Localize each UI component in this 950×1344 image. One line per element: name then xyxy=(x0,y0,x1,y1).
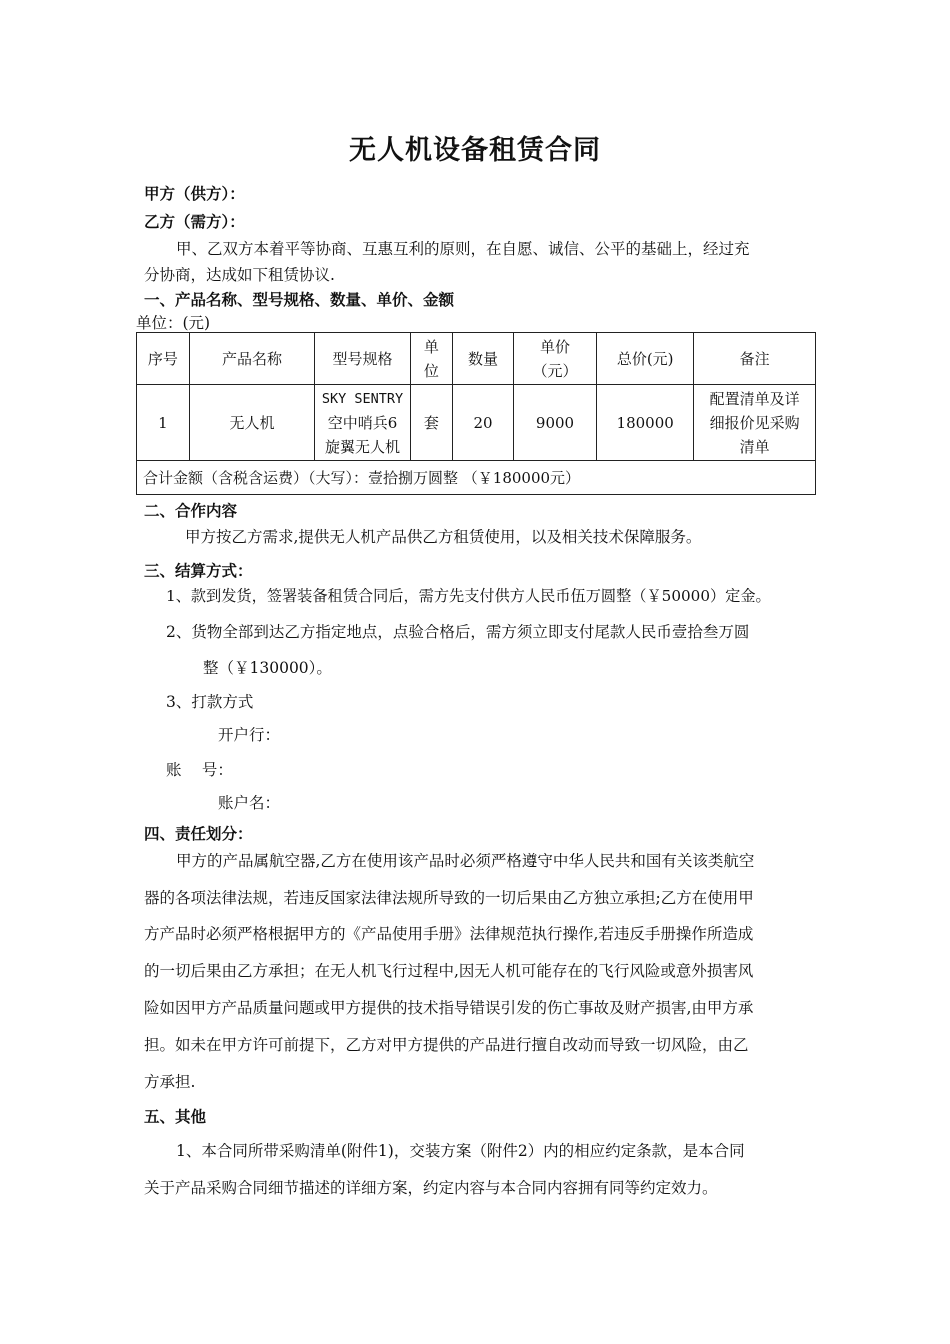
header-name: 产品名称 xyxy=(189,333,315,385)
note-line-3: 清单 xyxy=(739,437,770,456)
table-total-row xyxy=(137,461,816,495)
party-a-label: 甲方（供方）： xyxy=(144,185,245,203)
payment-item-2-line-1: 2、货物全部到达乙方指定地点，点验合格后，需方须立即支付尾款人民币壹拾叁万圆 xyxy=(166,623,750,641)
section-2-text: 甲方按乙方需求,提供无人机产品供乙方租赁使用，以及相关技术保障服务。 xyxy=(185,528,702,546)
model-zh-1: 空中哨兵6 xyxy=(327,413,398,432)
model-en: SKY SENTRY xyxy=(321,390,404,407)
section-2-heading: 二、合作内容 xyxy=(144,502,238,520)
section-1-heading: 一、产品名称、型号规格、数量、单价、金额 xyxy=(144,291,455,309)
cell-name: 无人机 xyxy=(189,385,315,461)
header-model: 型号规格 xyxy=(315,333,410,385)
unit-label: 单位：(元) xyxy=(136,314,211,332)
product-table xyxy=(136,332,816,495)
table-row xyxy=(137,385,816,461)
other-line-2: 关于产品采购合同细节描述的详细方案，约定内容与本合同内容拥有同等约定效力。 xyxy=(144,1179,718,1197)
account-label: 账 号： xyxy=(166,761,233,779)
note-line-2: 细报价见采购 xyxy=(709,413,800,432)
section-4-heading: 四、责任划分： xyxy=(144,825,253,843)
liability-line-3: 方产品时必须严格根据甲方的《产品使用手册》法律规范执行操作,若违反手册操作所造成 xyxy=(144,925,754,943)
liability-line-1: 甲方的产品属航空器,乙方在使用该产品时必须严格遵守中华人民共和国有关该类航空 xyxy=(176,852,755,870)
party-b-label: 乙方（需方）： xyxy=(144,213,245,231)
model-zh-2: 旋翼无人机 xyxy=(324,437,400,456)
payment-item-3: 3、打款方式 xyxy=(166,693,254,711)
intro-line-1: 甲、乙双方本着平等协商、互惠互利的原则，在自愿、诚信、公平的基础上，经过充 xyxy=(176,240,750,258)
liability-line-2: 器的各项法律法规，若违反国家法律法规所导致的一切后果由乙方独立承担;乙方在使用甲 xyxy=(144,889,754,907)
section-3-heading: 三、结算方式： xyxy=(144,562,253,580)
account-name-label: 账户名： xyxy=(218,794,281,812)
header-note: 备注 xyxy=(694,333,816,385)
table-header-row xyxy=(137,333,816,385)
liability-line-5: 险如因甲方产品质量问题或甲方提供的技术指导错误引发的伤亡事故及财产损害,由甲方承 xyxy=(144,999,754,1017)
header-qty: 数量 xyxy=(453,333,514,385)
cell-no: 1 xyxy=(137,385,190,461)
cell-unit: 套 xyxy=(410,385,453,461)
cell-total: 180000 xyxy=(597,385,694,461)
header-no: 序号 xyxy=(137,333,190,385)
intro-line-2: 分协商，达成如下租赁协议. xyxy=(144,266,335,284)
cell-model xyxy=(315,385,410,461)
header-unit: 单 位 xyxy=(410,333,453,385)
header-total: 总价(元) xyxy=(597,333,694,385)
liability-line-7: 方承担. xyxy=(144,1073,196,1091)
total-amount: 合计金额（含税含运费）（大写）：壹拾捌万圆整 （￥180000元） xyxy=(137,461,816,495)
bank-label: 开户行： xyxy=(218,726,281,744)
liability-line-6: 担。如未在甲方许可前提下，乙方对甲方提供的产品进行擅自改动而导致一切风险，由乙 xyxy=(144,1036,749,1054)
payment-item-2-line-2: 整（￥130000）。 xyxy=(203,659,332,677)
liability-line-4: 的一切后果由乙方承担；在无人机飞行过程中,因无人机可能存在的飞行风险或意外损害风 xyxy=(144,962,754,980)
section-5-heading: 五、其他 xyxy=(144,1108,207,1126)
cell-qty: 20 xyxy=(453,385,514,461)
cell-price: 9000 xyxy=(513,385,596,461)
payment-item-1: 1、款到发货，签署装备租赁合同后，需方先支付供方人民币伍万圆整（￥50000）定金。 xyxy=(166,587,771,605)
header-price: 单价 （元） xyxy=(513,333,596,385)
note-line-1: 配置清单及详 xyxy=(709,389,800,408)
other-line-1: 1、本合同所带采购清单(附件1)，交装方案（附件2）内的相应约定条款，是本合同 xyxy=(176,1142,745,1160)
document-title: 无人机设备租赁合同 xyxy=(349,135,601,166)
cell-note xyxy=(694,385,816,461)
